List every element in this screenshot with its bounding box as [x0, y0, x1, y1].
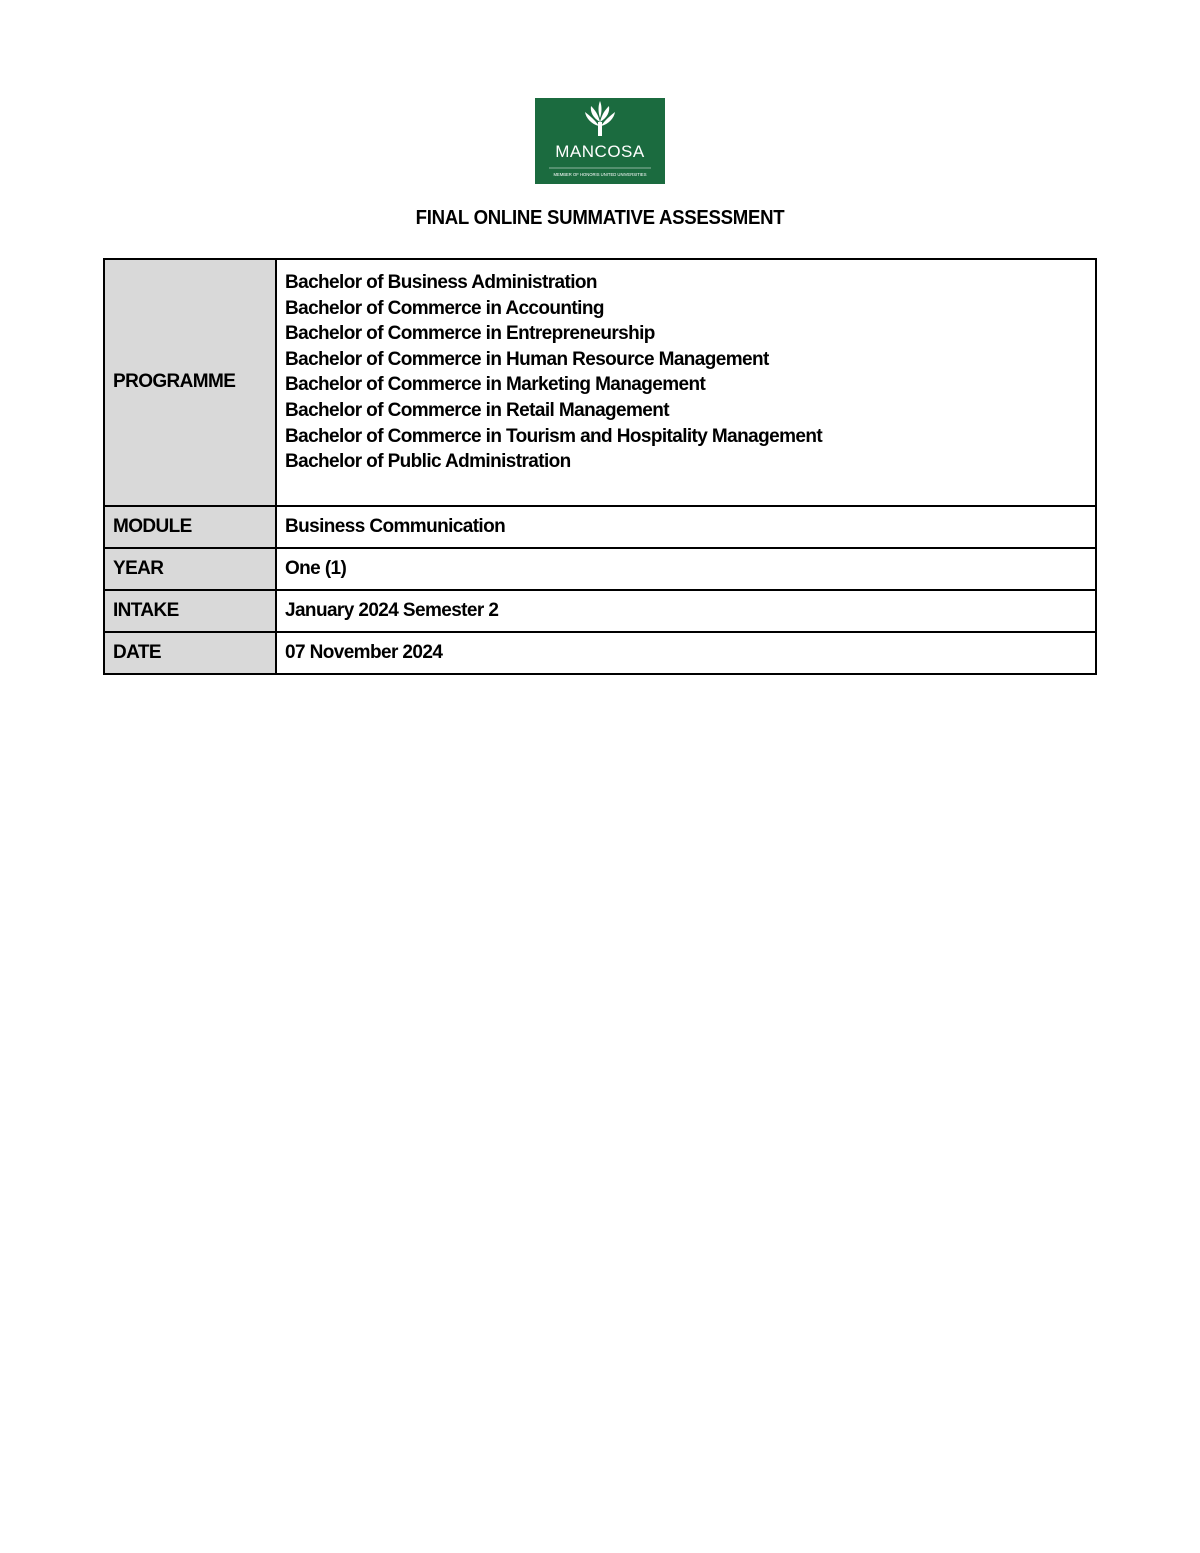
programme-item: Bachelor of Commerce in Retail Management [285, 399, 670, 421]
assessment-info-table [103, 258, 1097, 675]
programme-item: Bachelor of Commerce in Tourism and Hospitality Management [285, 425, 823, 447]
programme-list [285, 260, 1087, 505]
table-row-intake [104, 590, 1096, 632]
programme-item: Bachelor of Business Administration [285, 272, 597, 293]
intake-label: INTAKE [104, 590, 276, 632]
intake-value: January 2024 Semester 2 [276, 590, 1096, 632]
logo-emblem-icon [535, 98, 665, 184]
programme-item: Bachelor of Commerce in Accounting [285, 297, 604, 319]
year-label: YEAR [104, 548, 276, 590]
programme-label: PROGRAMME [104, 259, 276, 506]
date-label: DATE [104, 632, 276, 674]
mancosa-logo [535, 98, 665, 184]
page-title: FINAL ONLINE SUMMATIVE ASSESSMENT [415, 207, 785, 229]
programme-item: Bachelor of Commerce in Entrepreneurship [285, 323, 655, 345]
date-value: 07 November 2024 [276, 632, 1096, 674]
programme-item: Bachelor of Commerce in Marketing Management [285, 374, 706, 396]
table-row-programme [104, 259, 1096, 506]
logo-text: MANCOSA [555, 142, 645, 161]
module-value: Business Communication [276, 506, 1096, 548]
table-row-year [104, 548, 1096, 590]
programme-value [276, 259, 1096, 506]
module-label: MODULE [104, 506, 276, 548]
table-row-module [104, 506, 1096, 548]
programme-item: Bachelor of Commerce in Human Resource Management [285, 348, 769, 370]
year-value: One (1) [276, 548, 1096, 590]
logo-subtext: MEMBER OF HONORIS UNITED UNIVERSITIES [553, 172, 647, 177]
table-row-date [104, 632, 1096, 674]
programme-item: Bachelor of Public Administration [285, 451, 571, 473]
